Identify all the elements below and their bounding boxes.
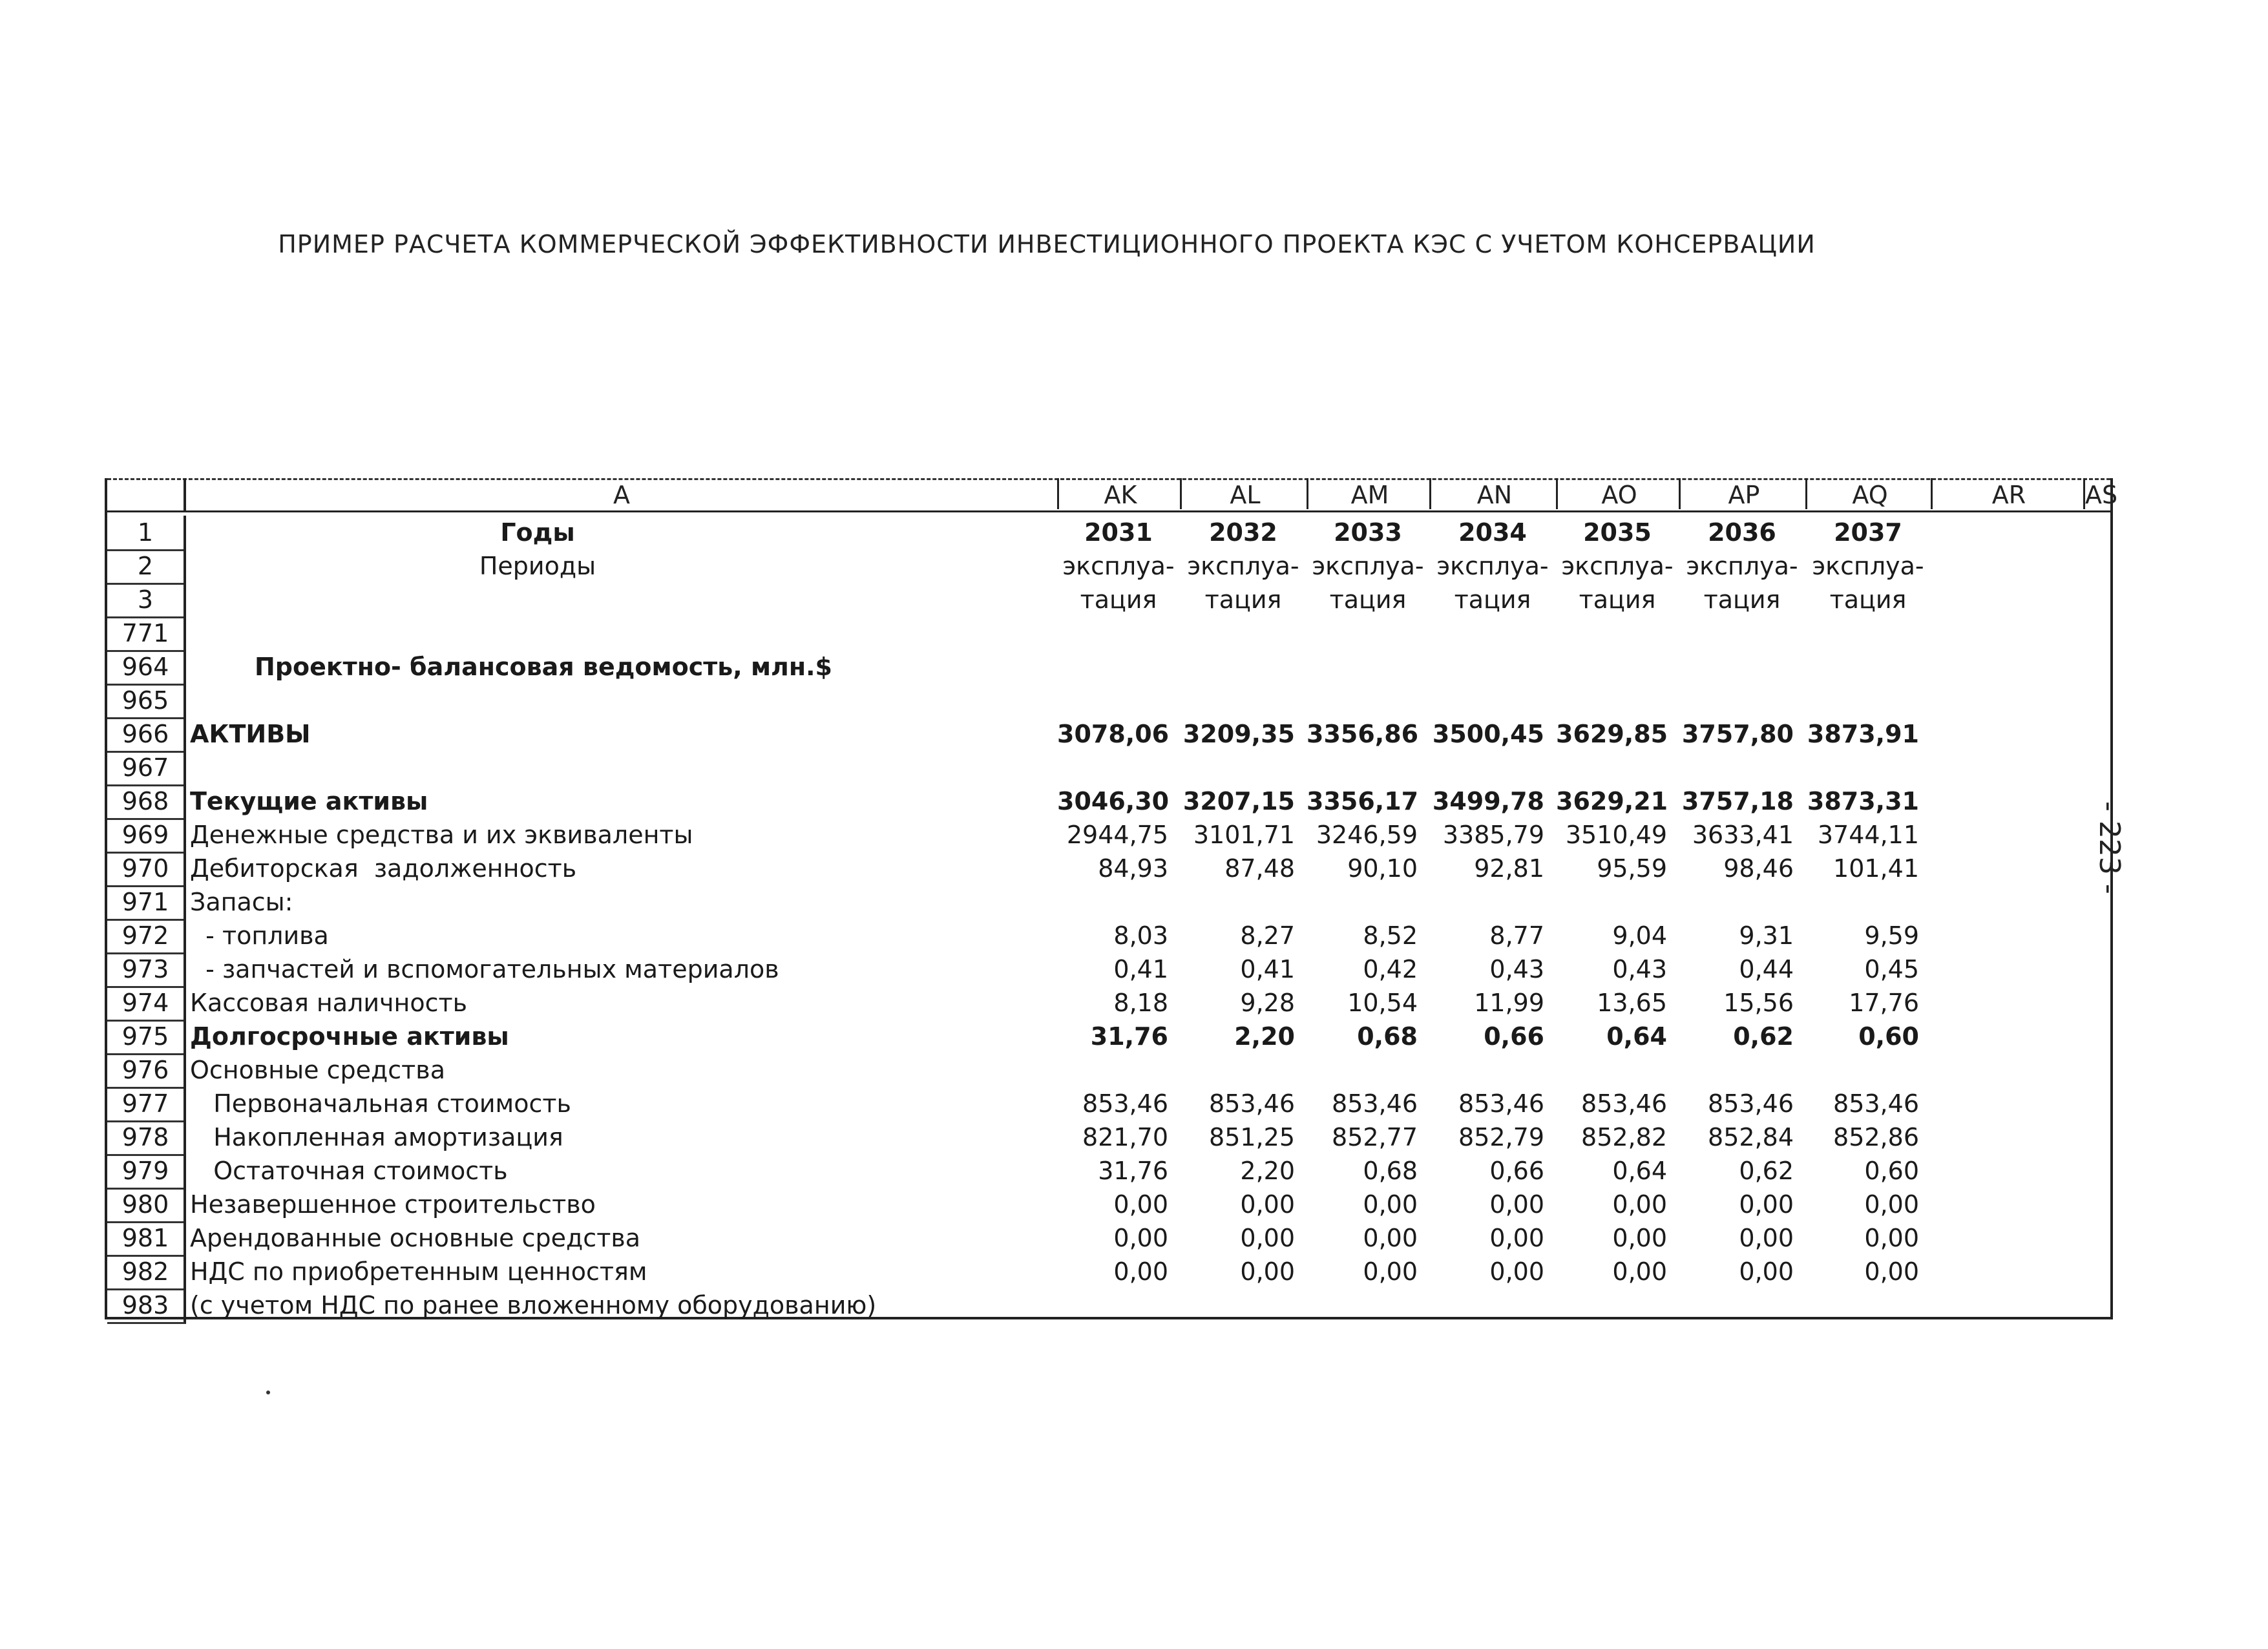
value-cell: 0,00	[1612, 1190, 1667, 1219]
column-header-as: AS	[2083, 478, 2112, 509]
row-label: АКТИВЫ	[190, 720, 311, 748]
row-number: 971	[107, 885, 186, 921]
value-cell: 2033	[1334, 518, 1402, 547]
table-row	[107, 1020, 2110, 1053]
value-cell: 101,41	[1833, 854, 1919, 883]
row-label: Первоначальная стоимость	[190, 1089, 571, 1118]
value-cell: 8,18	[1113, 989, 1168, 1017]
value-cell: 0,00	[1363, 1190, 1418, 1219]
row-label: НДС по приобретенным ценностям	[190, 1257, 647, 1286]
value-cell: 11,99	[1474, 989, 1544, 1017]
value-cell: эксплуа-	[1812, 552, 1924, 580]
value-cell: 3499,78	[1432, 787, 1544, 815]
value-cell: 0,60	[1858, 1022, 1919, 1051]
value-cell: 0,00	[1489, 1257, 1544, 1286]
value-cell: 0,00	[1363, 1224, 1418, 1252]
row-number: 975	[107, 1020, 186, 1055]
page-number: - 223 -	[2093, 801, 2126, 894]
row-label: Незавершенное строительство	[190, 1190, 596, 1219]
value-cell: 2032	[1209, 518, 1277, 547]
row-number: 966	[107, 717, 186, 753]
row-label: Периоды	[479, 552, 596, 580]
value-cell: 853,46	[1332, 1089, 1418, 1118]
value-cell: 0,60	[1864, 1157, 1919, 1185]
row-number: 983	[107, 1288, 186, 1324]
value-cell: 0,00	[1864, 1257, 1919, 1286]
value-cell: 0,68	[1357, 1022, 1418, 1051]
value-cell: 8,03	[1113, 921, 1168, 950]
value-cell: 0,00	[1864, 1190, 1919, 1219]
value-cell: 0,41	[1240, 955, 1295, 983]
header-row	[107, 549, 2110, 583]
value-cell: 98,46	[1723, 854, 1794, 883]
value-cell: 3744,11	[1817, 821, 1919, 849]
value-cell: 853,46	[1458, 1089, 1544, 1118]
value-cell: 31,76	[1090, 1022, 1168, 1051]
value-cell: 851,25	[1209, 1123, 1295, 1151]
value-cell: 853,46	[1581, 1089, 1667, 1118]
row-number: 982	[107, 1255, 186, 1290]
value-cell: 3207,15	[1182, 787, 1295, 815]
value-cell: 821,70	[1082, 1123, 1168, 1151]
value-cell: 3633,41	[1692, 821, 1794, 849]
value-cell: 0,00	[1739, 1224, 1794, 1252]
column-header-a: A	[613, 481, 630, 509]
row-label: Долгосрочные активы	[190, 1022, 509, 1051]
value-cell: 0,44	[1739, 955, 1794, 983]
value-cell: 0,00	[1363, 1257, 1418, 1286]
value-cell: 852,79	[1458, 1123, 1544, 1151]
value-cell: 2,20	[1234, 1022, 1295, 1051]
row-number: 976	[107, 1053, 186, 1089]
row-number: 967	[107, 751, 186, 786]
value-cell: 0,66	[1489, 1157, 1544, 1185]
value-cell: 3757,80	[1681, 720, 1794, 748]
column-header-aq: AQ	[1805, 478, 1933, 509]
value-cell: 0,00	[1612, 1257, 1667, 1286]
value-cell: 0,45	[1864, 955, 1919, 983]
row-label: Годы	[500, 518, 575, 547]
value-cell: 8,27	[1240, 921, 1295, 950]
value-cell: 31,76	[1098, 1157, 1168, 1185]
column-header-ak: AK	[1057, 478, 1182, 509]
row-number: 973	[107, 952, 186, 988]
value-cell: 2944,75	[1066, 821, 1168, 849]
value-cell: 3757,18	[1681, 787, 1794, 815]
row-label: Кассовая наличность	[190, 989, 468, 1017]
table-row	[107, 751, 2110, 784]
table-row	[107, 717, 2110, 751]
value-cell: 8,77	[1489, 921, 1544, 950]
value-cell: 3385,79	[1442, 821, 1544, 849]
table-row	[107, 986, 2110, 1020]
value-cell: 3356,17	[1307, 787, 1419, 815]
row-number: 964	[107, 650, 186, 686]
value-cell: 87,48	[1224, 854, 1295, 883]
value-cell: 0,00	[1864, 1224, 1919, 1252]
value-cell: 0,68	[1363, 1157, 1418, 1185]
value-cell: 3873,31	[1807, 787, 1919, 815]
value-cell: 3078,06	[1057, 720, 1170, 748]
column-header-am: AM	[1307, 478, 1431, 509]
column-header-ap: AP	[1679, 478, 1807, 509]
value-cell: тация	[1454, 585, 1531, 614]
row-number: 977	[107, 1087, 186, 1122]
value-cell: 853,46	[1209, 1089, 1295, 1118]
value-cell: 3873,91	[1807, 720, 1919, 748]
value-cell: 0,41	[1113, 955, 1168, 983]
value-cell: 2034	[1458, 518, 1527, 547]
value-cell: 9,59	[1864, 921, 1919, 950]
value-cell: 0,64	[1606, 1022, 1667, 1051]
value-cell: тация	[1204, 585, 1282, 614]
value-cell: 0,64	[1612, 1157, 1667, 1185]
value-cell: 9,28	[1240, 989, 1295, 1017]
row-number: 2	[107, 549, 186, 585]
table-row	[107, 616, 2110, 650]
value-cell: 0,00	[1240, 1224, 1295, 1252]
table-row	[107, 1087, 2110, 1120]
value-cell: 853,46	[1082, 1089, 1168, 1118]
table-row	[107, 852, 2110, 885]
row-number: 969	[107, 818, 186, 854]
value-cell: 95,59	[1597, 854, 1667, 883]
value-cell: 0,00	[1113, 1224, 1168, 1252]
value-cell: 0,62	[1733, 1022, 1794, 1051]
value-cell: 2031	[1084, 518, 1153, 547]
table-row	[107, 919, 2110, 952]
value-cell: тация	[1080, 585, 1157, 614]
value-cell: 9,04	[1612, 921, 1667, 950]
value-cell: 84,93	[1098, 854, 1168, 883]
value-cell: 0,43	[1612, 955, 1667, 983]
table-row	[107, 1288, 2110, 1322]
column-header-ao: AO	[1556, 478, 1681, 509]
table-row	[107, 650, 2110, 684]
row-label: Арендованные основные средства	[190, 1224, 641, 1252]
table-row	[107, 885, 2110, 919]
row-label: Основные средства	[190, 1056, 445, 1084]
value-cell: 8,52	[1363, 921, 1418, 950]
column-header-ar: AR	[1931, 478, 2085, 509]
header-row	[107, 516, 2110, 549]
value-cell: 0,00	[1739, 1257, 1794, 1286]
value-cell: тация	[1703, 585, 1781, 614]
page-title: ПРИМЕР РАСЧЕТА КОММЕРЧЕСКОЙ ЭФФЕКТИВНОСТИ ИНВЕСТИЦИОННОГО ПРОЕКТА КЭС С УЧЕТОМ КОНСЕРВАЦИИ	[278, 230, 1816, 258]
column-header-al: AL	[1180, 478, 1308, 509]
value-cell: 3209,35	[1182, 720, 1295, 748]
value-cell: тация	[1829, 585, 1907, 614]
row-label: Накопленная амортизация	[190, 1123, 563, 1151]
value-cell: 3356,86	[1307, 720, 1419, 748]
header-row	[107, 583, 2110, 616]
value-cell: 852,77	[1332, 1123, 1418, 1151]
value-cell: 2037	[1834, 518, 1902, 547]
spreadsheet-table	[105, 478, 2118, 1319]
row-label: Остаточная стоимость	[190, 1157, 508, 1185]
row-number: 978	[107, 1120, 186, 1156]
table-row	[107, 1120, 2110, 1154]
value-cell: 0,00	[1240, 1257, 1295, 1286]
value-cell: 0,00	[1240, 1190, 1295, 1219]
value-cell: 0,00	[1489, 1224, 1544, 1252]
value-cell: 0,66	[1484, 1022, 1544, 1051]
value-cell: 0,62	[1739, 1157, 1794, 1185]
table-row	[107, 1188, 2110, 1221]
value-cell: 2036	[1708, 518, 1776, 547]
value-cell: 9,31	[1739, 921, 1794, 950]
value-cell: 92,81	[1474, 854, 1544, 883]
value-cell: эксплуа-	[1561, 552, 1674, 580]
row-number: 974	[107, 986, 186, 1022]
row-number: 3	[107, 583, 186, 618]
row-number: 972	[107, 919, 186, 954]
value-cell: эксплуа-	[1312, 552, 1424, 580]
value-cell: 0,00	[1489, 1190, 1544, 1219]
row-number: 979	[107, 1154, 186, 1190]
value-cell: эксплуа-	[1187, 552, 1299, 580]
value-cell: 852,84	[1708, 1123, 1794, 1151]
value-cell: 90,10	[1347, 854, 1418, 883]
row-number: 1	[107, 516, 186, 551]
value-cell: 0,00	[1612, 1224, 1667, 1252]
value-cell: 15,56	[1723, 989, 1794, 1017]
value-cell: эксплуа-	[1436, 552, 1549, 580]
value-cell: 0,00	[1739, 1190, 1794, 1219]
column-header-row	[107, 478, 2118, 512]
value-cell: 0,42	[1363, 955, 1418, 983]
value-cell: 3629,21	[1556, 787, 1668, 815]
table-row	[107, 1053, 2110, 1087]
table-row	[107, 952, 2110, 986]
value-cell: 2035	[1583, 518, 1652, 547]
table-row	[107, 1221, 2110, 1255]
row-label: Текущие активы	[190, 787, 428, 815]
value-cell: 3510,49	[1565, 821, 1667, 849]
row-label: - топлива	[190, 921, 329, 950]
scan-speck	[266, 1391, 270, 1394]
value-cell: тация	[1579, 585, 1656, 614]
value-cell: 2,20	[1240, 1157, 1295, 1185]
value-cell: 852,86	[1833, 1123, 1919, 1151]
table-row	[107, 1255, 2110, 1288]
value-cell: 3246,59	[1316, 821, 1418, 849]
value-cell: 853,46	[1708, 1089, 1794, 1118]
row-label: Проектно- балансовая ведомость, млн.$	[255, 653, 832, 681]
value-cell: 0,00	[1113, 1190, 1168, 1219]
row-number: 771	[107, 616, 186, 652]
value-cell: 0,00	[1113, 1257, 1168, 1286]
value-cell: 17,76	[1849, 989, 1919, 1017]
value-cell: 852,82	[1581, 1123, 1667, 1151]
row-number: 965	[107, 684, 186, 719]
value-cell: 3629,85	[1556, 720, 1668, 748]
table-row	[107, 684, 2110, 717]
table-row	[107, 784, 2110, 818]
column-header-an: AN	[1429, 478, 1558, 509]
row-label: - запчастей и вспомогательных материалов	[190, 955, 779, 983]
table-row	[107, 818, 2110, 852]
value-cell: 853,46	[1833, 1089, 1919, 1118]
value-cell: 13,65	[1597, 989, 1667, 1017]
value-cell: эксплуа-	[1062, 552, 1175, 580]
row-number: 970	[107, 852, 186, 887]
row-label: (с учетом НДС по ранее вложенному оборудованию)	[190, 1291, 877, 1319]
value-cell: 3500,45	[1432, 720, 1544, 748]
row-number: 968	[107, 784, 186, 820]
value-cell: эксплуа-	[1686, 552, 1798, 580]
row-number-header	[107, 478, 186, 510]
value-cell: 0,43	[1489, 955, 1544, 983]
row-number: 980	[107, 1188, 186, 1223]
value-cell: 3101,71	[1193, 821, 1295, 849]
row-label: Дебиторская задолженность	[190, 854, 577, 883]
value-cell: 3046,30	[1057, 787, 1170, 815]
value-cell: тация	[1329, 585, 1407, 614]
table-row	[107, 1154, 2110, 1188]
row-label: Запасы:	[190, 888, 293, 916]
row-label	[186, 583, 889, 616]
value-cell: 10,54	[1347, 989, 1418, 1017]
row-number: 981	[107, 1221, 186, 1257]
row-label: Денежные средства и их эквиваленты	[190, 821, 693, 849]
